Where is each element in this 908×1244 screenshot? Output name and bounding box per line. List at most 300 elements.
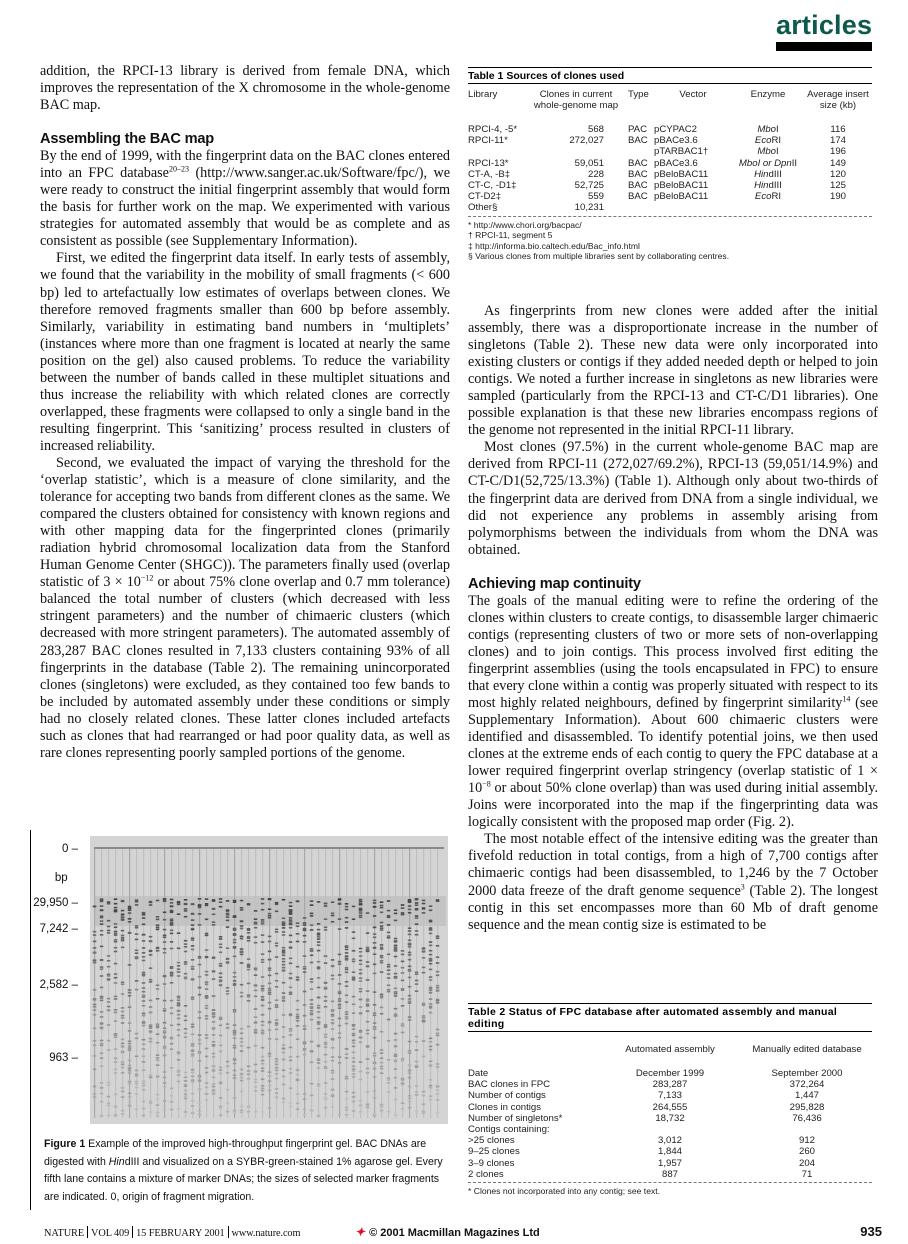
gel-band bbox=[366, 1107, 370, 1109]
gel-band bbox=[212, 924, 216, 926]
gel-band bbox=[121, 917, 125, 919]
gel-band bbox=[387, 1079, 391, 1081]
gel-band bbox=[422, 950, 426, 952]
gel-band bbox=[254, 927, 257, 929]
gel-band bbox=[408, 934, 412, 936]
gel-band bbox=[331, 1094, 335, 1096]
gel-band bbox=[212, 1086, 216, 1088]
column-header: Vector bbox=[679, 89, 707, 100]
gel-band bbox=[226, 913, 230, 915]
gel-band bbox=[387, 924, 391, 926]
copyright: ✦ © 2001 Macmillan Magazines Ltd bbox=[354, 1225, 540, 1239]
gel-lane bbox=[339, 848, 340, 1118]
gel-band bbox=[170, 1037, 174, 1039]
gel-band bbox=[198, 994, 202, 996]
gel-band bbox=[121, 1091, 125, 1093]
gel-band bbox=[436, 945, 440, 947]
gel-band bbox=[338, 991, 342, 993]
gel-band bbox=[275, 945, 279, 947]
paragraph: Second, we evaluated the impact of varying the threshold for the ‘overlap statistic’, which is a measure of clone similarity, and the tolerance for accepting two bands from different clones as the same. We compared the clusters obtained for consistency with known regions and with other mapping data for the fingerprinted clones (primarily radiation hybrid chromosomal localization data from the Stanford Human Genome Center (SHGC)). The parameters finally used (overlap statistic of $3 \times 10^{-12}$ or about 75% clone overlap and 0.7 mm tolerance) balanced the total number of clusters (which decreased with less stringent parameters) and the number of chimaeric clusters (which decreased with more stringent parameters). The automated assembly of 283,287 BAC clones resulted in 7,133 clusters containing 93% of all fingerprints in the database (Table 2). The remaining unincorporated clones (singletons) were excluded, as they contained too few bands to be included by automated assembly under these conditions or simply had no closely related clones. These latter clones included artefacts such as clones that had rearranged or had poor quality data, as well as rare clones representing poorly sampled portions of the genome. bbox=[40, 454, 450, 761]
gel-band bbox=[219, 947, 223, 949]
gel-band bbox=[331, 1015, 335, 1017]
gel-band bbox=[380, 1110, 384, 1112]
gel-band bbox=[107, 960, 111, 962]
figure-1 bbox=[33, 836, 450, 1124]
gel-band bbox=[303, 924, 307, 926]
gel-band bbox=[191, 998, 195, 1000]
gel-band bbox=[233, 1110, 237, 1112]
gel-band bbox=[408, 969, 412, 971]
gel-band bbox=[310, 1041, 314, 1043]
gel-band bbox=[128, 1105, 132, 1107]
gel-band bbox=[198, 913, 202, 915]
gel-band bbox=[205, 898, 209, 900]
gel-band bbox=[149, 1027, 153, 1029]
gel-band bbox=[261, 1070, 265, 1072]
gel-band bbox=[191, 1076, 195, 1078]
gel-band bbox=[121, 1046, 125, 1048]
gel-band bbox=[156, 1025, 160, 1027]
gel-band bbox=[121, 1096, 125, 1098]
gel-lane bbox=[262, 848, 263, 1118]
gel-band bbox=[170, 975, 174, 977]
gel-band bbox=[422, 1015, 426, 1017]
column-rule bbox=[30, 830, 31, 1210]
gel-band bbox=[142, 1015, 146, 1017]
gel-band bbox=[331, 915, 335, 917]
gel-band bbox=[401, 950, 405, 952]
gel-band bbox=[415, 1094, 419, 1096]
gel-band bbox=[303, 971, 307, 973]
gel-band bbox=[191, 929, 195, 931]
gel-band bbox=[282, 921, 286, 923]
gel-band bbox=[205, 1018, 209, 1020]
gel-band bbox=[142, 917, 146, 919]
gel-band bbox=[184, 1036, 188, 1038]
gel-band bbox=[219, 901, 223, 903]
gel-band bbox=[268, 1055, 272, 1057]
gel-band bbox=[331, 1047, 335, 1049]
gel-band bbox=[163, 1086, 167, 1088]
gel-lane bbox=[423, 848, 424, 1118]
gel-band bbox=[289, 973, 293, 975]
table-row bbox=[468, 124, 872, 135]
gel-band bbox=[408, 946, 412, 948]
gel-band bbox=[436, 1066, 440, 1068]
figure-label: Figure 1 bbox=[44, 1138, 86, 1150]
gel-band bbox=[401, 967, 405, 969]
gel-band bbox=[268, 989, 272, 991]
gel-band bbox=[352, 961, 356, 963]
gel-band bbox=[331, 978, 335, 980]
gel-band bbox=[275, 1006, 279, 1008]
gel-band bbox=[93, 931, 97, 933]
gel-band bbox=[100, 1065, 104, 1067]
gel-band bbox=[352, 1092, 356, 1094]
gel-band bbox=[338, 1037, 342, 1039]
gel-band bbox=[107, 1001, 111, 1003]
gel-band bbox=[436, 1035, 440, 1037]
cell-type: BAC bbox=[628, 191, 648, 203]
gel-band bbox=[240, 938, 244, 940]
gel-band bbox=[121, 930, 125, 932]
gel-band bbox=[233, 900, 237, 902]
gel-band bbox=[373, 1068, 377, 1070]
gel-band bbox=[205, 949, 209, 951]
gel-band bbox=[156, 950, 160, 952]
gel-band bbox=[128, 964, 132, 966]
gel-band bbox=[303, 1004, 307, 1006]
gel-band bbox=[324, 1036, 328, 1038]
gel-band bbox=[184, 946, 188, 948]
gel-band bbox=[296, 1014, 300, 1016]
gel-band bbox=[268, 1002, 272, 1004]
gel-band bbox=[240, 954, 244, 956]
gel-band bbox=[219, 1106, 223, 1108]
gel-band bbox=[408, 995, 412, 997]
gel-band bbox=[387, 1040, 391, 1042]
gel-band bbox=[352, 1004, 356, 1006]
gel-band bbox=[128, 1096, 132, 1098]
gel-band bbox=[121, 1011, 125, 1013]
exponent: −8 bbox=[482, 779, 491, 789]
table-row bbox=[468, 191, 872, 202]
page-number: 935 bbox=[860, 1224, 882, 1239]
gel-band bbox=[331, 975, 335, 977]
gel-band bbox=[310, 988, 314, 990]
gel-band bbox=[331, 913, 335, 915]
gel-band bbox=[345, 1076, 349, 1078]
gel-band bbox=[366, 1104, 370, 1106]
cell-size: 120 bbox=[829, 168, 846, 180]
journal-url[interactable]: www.nature.com bbox=[231, 1228, 301, 1239]
gel-band bbox=[261, 1068, 265, 1070]
gel-band bbox=[240, 921, 244, 923]
gel-band bbox=[100, 1028, 104, 1030]
gel-band bbox=[345, 946, 349, 948]
gel-band bbox=[387, 969, 391, 971]
gel-band bbox=[247, 958, 251, 960]
gel-band bbox=[436, 1099, 440, 1101]
gel-band bbox=[163, 1022, 167, 1024]
gel-band bbox=[128, 921, 132, 923]
gel-band bbox=[359, 1104, 363, 1106]
table-header-row bbox=[468, 1032, 872, 1062]
publisher-logo-icon: ✦ bbox=[354, 1225, 368, 1239]
gel-band bbox=[100, 905, 104, 907]
gel-band bbox=[429, 988, 433, 990]
gel-band bbox=[198, 1017, 202, 1019]
gel-band bbox=[240, 1028, 244, 1030]
gel-band bbox=[359, 1061, 363, 1063]
column-header: Average insert size (kb) bbox=[807, 89, 869, 112]
gel-band bbox=[128, 989, 132, 991]
gel-band bbox=[359, 977, 363, 979]
gel-band bbox=[338, 983, 342, 985]
gel-band bbox=[191, 997, 195, 999]
gel-band bbox=[380, 922, 384, 924]
gel-band bbox=[422, 972, 426, 974]
gel-band bbox=[408, 1098, 412, 1100]
gel-band bbox=[387, 1059, 391, 1061]
gel-band bbox=[310, 1062, 314, 1064]
gel-band bbox=[366, 1072, 370, 1074]
gel-band bbox=[219, 1025, 223, 1027]
cell-library: CT-D2‡ bbox=[468, 191, 502, 203]
gel-band bbox=[352, 1070, 356, 1072]
gel-band bbox=[366, 932, 370, 934]
gel-band bbox=[401, 912, 405, 914]
gel-band bbox=[135, 1093, 139, 1095]
gel-band bbox=[205, 1037, 209, 1039]
gel-band bbox=[387, 991, 391, 993]
gel-band bbox=[114, 923, 118, 925]
gel-band bbox=[114, 1069, 118, 1071]
gel-band bbox=[219, 898, 223, 900]
gel-band bbox=[128, 1060, 132, 1062]
gel-band bbox=[422, 1110, 426, 1112]
gel-band bbox=[359, 973, 363, 975]
gel-band bbox=[429, 1049, 433, 1051]
gel-band bbox=[394, 1039, 398, 1041]
gel-band bbox=[149, 1075, 153, 1077]
gel-band bbox=[429, 1038, 433, 1040]
gel-band bbox=[156, 924, 160, 926]
gel-band bbox=[261, 1079, 265, 1081]
gel-band bbox=[261, 990, 265, 992]
gel-band bbox=[366, 961, 370, 963]
gel-band bbox=[205, 919, 209, 921]
table-row bbox=[468, 1169, 872, 1180]
gel-lane bbox=[416, 848, 417, 1118]
table-row bbox=[468, 1079, 872, 1090]
gel-band bbox=[422, 1091, 426, 1093]
gel-band bbox=[310, 924, 314, 926]
gel-band bbox=[149, 1101, 153, 1103]
gel-band bbox=[100, 909, 104, 911]
gel-band bbox=[219, 1018, 223, 1020]
gel-band bbox=[303, 922, 307, 924]
gel-band bbox=[422, 1056, 426, 1058]
gel-band bbox=[429, 1003, 433, 1005]
gel-band bbox=[135, 933, 139, 935]
journal-info bbox=[44, 1226, 300, 1239]
cell-auto bbox=[598, 1124, 742, 1135]
gel-band bbox=[387, 915, 391, 917]
gel-band bbox=[261, 1085, 265, 1087]
gel-band bbox=[296, 979, 300, 981]
gel-band bbox=[212, 1069, 216, 1071]
gel-band bbox=[261, 1060, 265, 1062]
gel-band bbox=[401, 1060, 405, 1062]
gel-band bbox=[268, 959, 272, 961]
table-row bbox=[468, 1113, 872, 1124]
gel-band bbox=[415, 902, 419, 904]
gel-band bbox=[296, 1020, 300, 1022]
gel-band bbox=[275, 911, 279, 913]
gel-band bbox=[366, 949, 370, 951]
gel-band bbox=[212, 971, 216, 973]
gel-band bbox=[142, 1070, 146, 1072]
gel-band bbox=[422, 908, 426, 910]
gel-band bbox=[289, 958, 293, 960]
gel-band bbox=[212, 957, 216, 959]
gel-band bbox=[422, 1095, 426, 1097]
gel-band bbox=[135, 1074, 139, 1076]
gel-band bbox=[303, 930, 307, 932]
gel-band bbox=[324, 1093, 328, 1095]
cell-library: Other§ bbox=[468, 202, 498, 214]
gel-band bbox=[93, 941, 97, 943]
gel-band bbox=[128, 1022, 132, 1024]
gel-band bbox=[282, 992, 286, 994]
gel-band bbox=[345, 1109, 349, 1111]
gel-band bbox=[352, 918, 356, 920]
gel-band bbox=[247, 983, 251, 985]
gel-band bbox=[254, 1045, 257, 1047]
gel-band bbox=[170, 1109, 174, 1111]
gel-band bbox=[114, 998, 118, 1000]
gel-origin-line bbox=[94, 847, 444, 849]
gel-band bbox=[338, 1025, 342, 1027]
gel-band bbox=[380, 960, 384, 962]
gel-band bbox=[415, 1085, 419, 1087]
gel-band bbox=[268, 1075, 272, 1077]
gel-band bbox=[219, 965, 223, 967]
cell-enzyme: EcoRI bbox=[754, 135, 782, 147]
axis-label-963: 963 – bbox=[49, 1052, 78, 1064]
gel-band bbox=[163, 912, 167, 914]
gel-band bbox=[261, 1014, 265, 1016]
gel-band bbox=[289, 927, 293, 929]
gel-band bbox=[100, 1087, 104, 1089]
gel-lane bbox=[227, 848, 228, 1118]
gel-band bbox=[198, 1060, 202, 1062]
gel-band bbox=[345, 1114, 349, 1116]
gel-band bbox=[380, 997, 384, 999]
exponent: −12 bbox=[140, 573, 154, 583]
cell-enzyme: MboI or DpnII bbox=[738, 157, 798, 169]
gel-band bbox=[219, 980, 223, 982]
gel-band bbox=[219, 1097, 223, 1099]
gel-band bbox=[345, 952, 349, 954]
gel-band bbox=[191, 1069, 195, 1071]
cell-size: 190 bbox=[829, 191, 846, 203]
gel-band bbox=[345, 967, 349, 969]
gel-band bbox=[380, 994, 384, 996]
gel-band bbox=[303, 1015, 307, 1017]
gel-band bbox=[135, 989, 139, 991]
gel-band bbox=[121, 1113, 125, 1115]
gel-band bbox=[401, 1032, 405, 1034]
gel-band bbox=[373, 991, 377, 993]
gel-band bbox=[387, 964, 391, 966]
gel-band bbox=[324, 903, 328, 905]
gel-band bbox=[394, 938, 398, 940]
gel-band bbox=[170, 1000, 174, 1002]
gel-image-area bbox=[33, 836, 450, 1124]
gel-band bbox=[436, 1093, 440, 1095]
gel-band bbox=[352, 1012, 356, 1014]
gel-band bbox=[352, 1028, 356, 1030]
gel-band bbox=[345, 981, 349, 983]
gel-band bbox=[310, 955, 314, 957]
gel-band bbox=[394, 1008, 398, 1010]
gel-band bbox=[149, 1111, 153, 1113]
gel-band bbox=[128, 1065, 132, 1067]
gel-band bbox=[408, 952, 412, 954]
gel-band bbox=[387, 937, 391, 939]
gel-band bbox=[205, 984, 209, 986]
gel-band bbox=[163, 1054, 167, 1056]
gel-band bbox=[163, 952, 167, 954]
gel-band bbox=[93, 934, 97, 936]
gel-band bbox=[268, 1090, 272, 1092]
cell-label: Clones in contigs bbox=[468, 1101, 542, 1113]
gel-band bbox=[177, 1002, 181, 1004]
gel-band bbox=[247, 1070, 251, 1072]
gel-band bbox=[184, 903, 188, 905]
gel-band bbox=[394, 1033, 398, 1035]
gel-band bbox=[415, 983, 419, 985]
cell-size: 174 bbox=[829, 135, 846, 147]
gel-lane bbox=[108, 848, 109, 1118]
gel-band bbox=[240, 1105, 244, 1107]
gel-band bbox=[296, 925, 300, 927]
gel-band bbox=[191, 919, 195, 921]
gel-band bbox=[135, 899, 139, 901]
gel-band bbox=[191, 1045, 195, 1047]
footnote: * http://www.chori.org/bacpac/ bbox=[468, 219, 582, 230]
gel-band bbox=[394, 1016, 398, 1018]
gel-band bbox=[352, 906, 356, 908]
gel-band bbox=[296, 1079, 300, 1081]
gel-band bbox=[156, 900, 160, 902]
gel-band bbox=[324, 1042, 328, 1044]
gel-band bbox=[345, 927, 349, 929]
gel-band bbox=[429, 921, 433, 923]
gel-band bbox=[191, 1026, 195, 1028]
gel-band bbox=[163, 1030, 167, 1032]
gel-band bbox=[261, 1021, 265, 1023]
gel-band bbox=[135, 927, 139, 929]
gel-band bbox=[240, 1109, 244, 1111]
gel-band bbox=[282, 1044, 286, 1046]
gel-band bbox=[275, 1004, 279, 1006]
gel-band bbox=[282, 996, 286, 998]
gel-band bbox=[401, 980, 405, 982]
gel-band bbox=[240, 992, 244, 994]
gel-band bbox=[261, 988, 265, 990]
gel-band bbox=[149, 1026, 153, 1028]
gel-band bbox=[359, 1100, 363, 1102]
gel-band bbox=[240, 1041, 244, 1043]
gel-band bbox=[128, 906, 132, 908]
gel-band bbox=[289, 1030, 293, 1032]
gel-band bbox=[149, 901, 153, 903]
gel-band bbox=[387, 966, 391, 968]
table-row bbox=[468, 169, 872, 180]
gel-band bbox=[114, 933, 118, 935]
gel-band bbox=[261, 1024, 265, 1026]
gel-band bbox=[149, 1006, 153, 1008]
gel-band bbox=[380, 1007, 384, 1009]
gel-band bbox=[282, 927, 286, 929]
gel-band bbox=[415, 1065, 419, 1067]
gel-band bbox=[149, 940, 153, 942]
gel-band bbox=[352, 971, 356, 973]
paragraph: addition, the RPCI-13 library is derived from female DNA, which improves the representation of the X chromosome in the whole-genome BAC map. bbox=[40, 63, 450, 114]
